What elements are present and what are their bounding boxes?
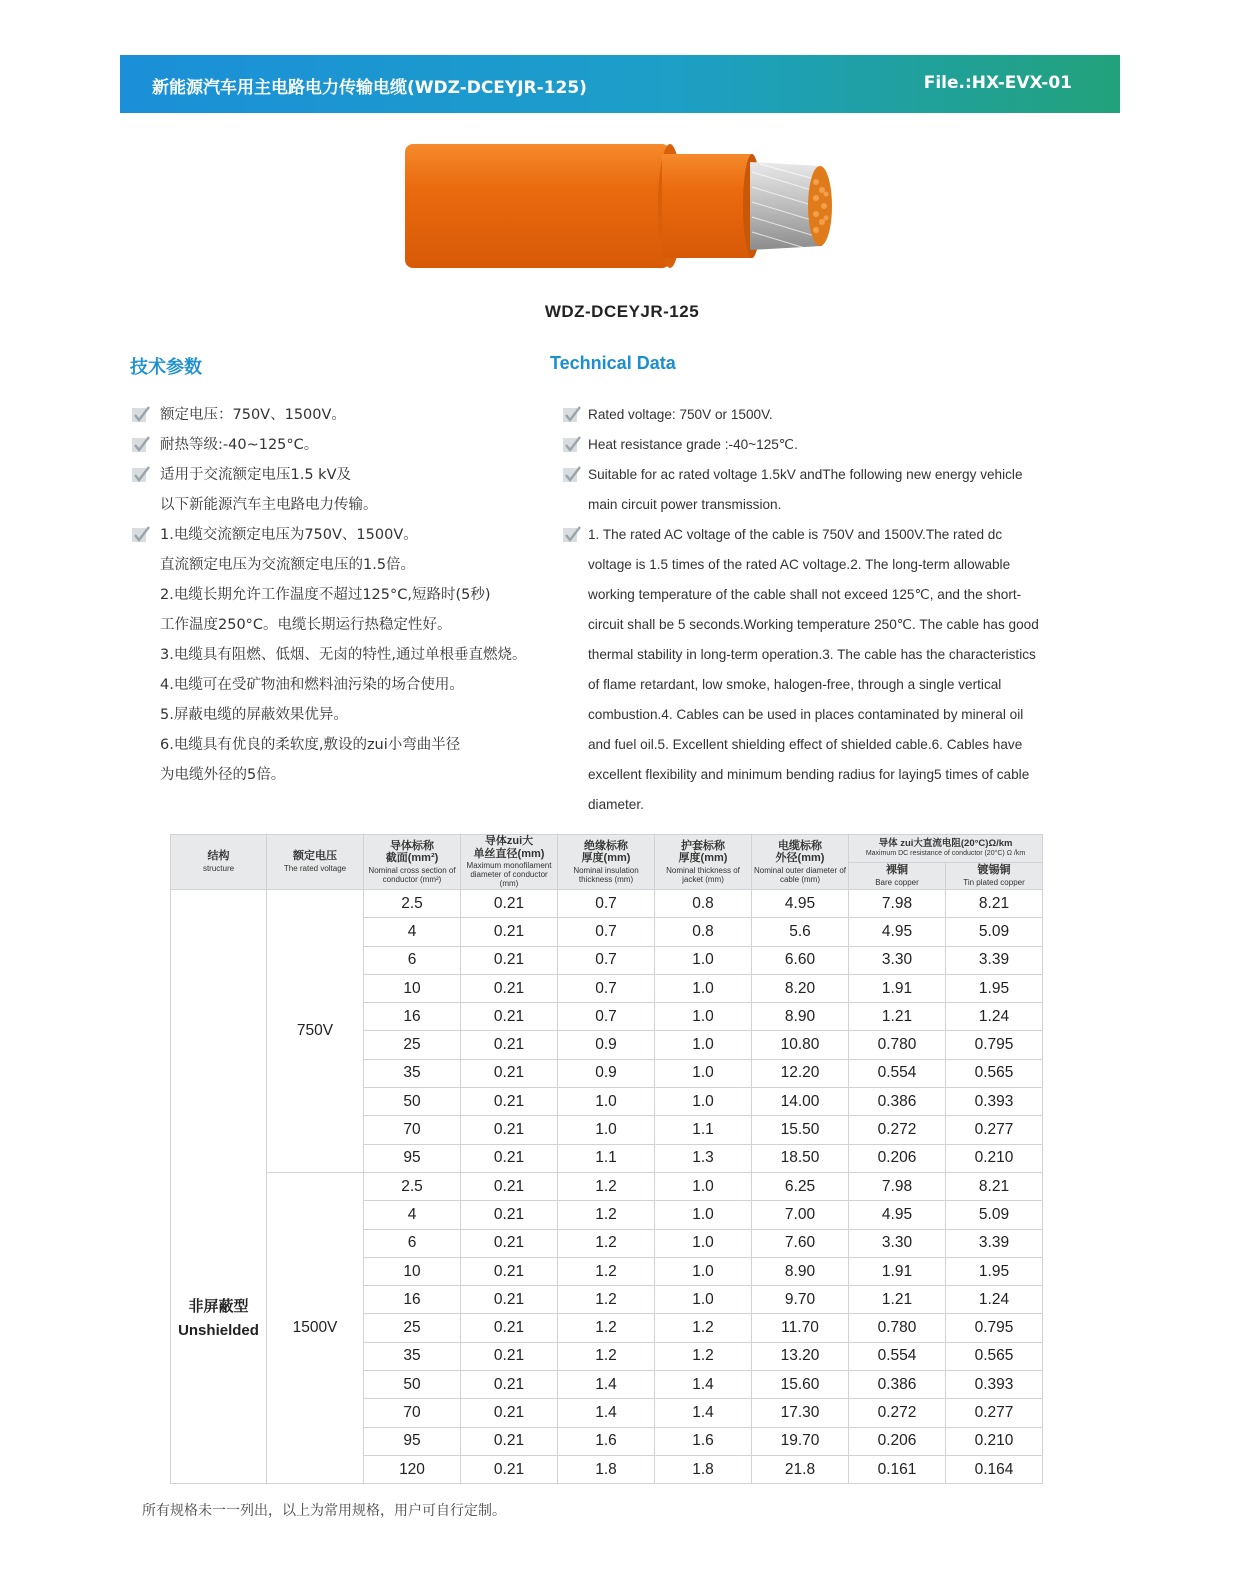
table-cell: 14.00 [752, 1088, 849, 1116]
table-cell: 95 [364, 1144, 461, 1172]
table-cell: 5.09 [946, 1201, 1043, 1229]
table-cell: 3.30 [849, 946, 946, 974]
table-cell: 1.95 [946, 974, 1043, 1002]
table-cell: 0.21 [461, 918, 558, 946]
table-cell: 95 [364, 1427, 461, 1455]
table-cell: 1.0 [655, 1059, 752, 1087]
table-cell: 0.8 [655, 890, 752, 918]
table-cell: 0.7 [558, 918, 655, 946]
table-cell: 1.0 [655, 1003, 752, 1031]
list-item [563, 400, 1103, 430]
table-cell: 3.30 [849, 1229, 946, 1257]
voltage-cell: 750V [267, 890, 364, 1173]
table-cell: 7.60 [752, 1229, 849, 1257]
table-cell: 0.386 [849, 1088, 946, 1116]
table-cell: 1.2 [655, 1342, 752, 1370]
list-item [563, 520, 1103, 550]
table-cell: 8.20 [752, 974, 849, 1002]
table-cell: 4 [364, 1201, 461, 1229]
col-structure: 结构 structure [171, 835, 267, 890]
list-item-text: main circuit power transmission. [588, 497, 782, 512]
table-cell: 1.0 [655, 946, 752, 974]
table-cell: 17.30 [752, 1399, 849, 1427]
table-cell: 0.393 [946, 1088, 1043, 1116]
list-item-text: 以下新能源汽车主电路电力传输。 [160, 497, 378, 513]
table-cell: 0.21 [461, 1144, 558, 1172]
col-jacket: 护套标称 厚度(mm) Nominal thickness of jacket (mm) [655, 835, 752, 890]
table-cell: 0.9 [558, 1031, 655, 1059]
table-cell: 0.21 [461, 1427, 558, 1455]
col-wire-diameter: 导体zui大 单丝直径(mm) Maximum monofilament diameter of conductor (mm) [461, 835, 558, 890]
table-cell: 0.21 [461, 1088, 558, 1116]
table-cell: 1.91 [849, 974, 946, 1002]
table-cell: 5.09 [946, 918, 1043, 946]
table-cell: 0.795 [946, 1314, 1043, 1342]
table-cell: 7.98 [849, 890, 946, 918]
list-item [563, 700, 1103, 730]
tech-params-heading-cn: 技术参数 [130, 357, 202, 378]
list-item [132, 430, 572, 460]
list-item [132, 730, 572, 760]
table-cell: 0.386 [849, 1371, 946, 1399]
list-item-text: 为电缆外径的5倍。 [160, 767, 286, 783]
table-cell: 0.277 [946, 1116, 1043, 1144]
check-icon [563, 406, 581, 424]
table-cell: 0.7 [558, 974, 655, 1002]
list-item [563, 610, 1103, 640]
table-cell: 120 [364, 1455, 461, 1483]
table-cell: 1.24 [946, 1286, 1043, 1314]
table-cell: 2.5 [364, 890, 461, 918]
list-item [132, 670, 572, 700]
list-item [132, 460, 572, 490]
table-cell: 1.0 [655, 974, 752, 1002]
list-item-text: 额定电压：750V、1500V。 [160, 407, 346, 423]
table-cell: 0.21 [461, 1257, 558, 1285]
table-cell: 10 [364, 1257, 461, 1285]
table-cell: 0.210 [946, 1427, 1043, 1455]
table-cell: 1.21 [849, 1003, 946, 1031]
table-cell: 6 [364, 946, 461, 974]
table-cell: 35 [364, 1342, 461, 1370]
list-item-text: combustion.4. Cables can be used in places contaminated by mineral oil [588, 707, 1024, 722]
table-cell: 0.21 [461, 890, 558, 918]
table-cell: 1.2 [558, 1286, 655, 1314]
structure-cell: 非屏蔽型 Unshielded [171, 890, 267, 1484]
tech-data-list-en [563, 400, 1103, 820]
list-item [563, 670, 1103, 700]
table-cell: 1.95 [946, 1257, 1043, 1285]
table-cell: 1.0 [655, 1172, 752, 1200]
list-item [132, 580, 572, 610]
list-item [132, 400, 572, 430]
table-cell: 1.4 [655, 1399, 752, 1427]
list-item-text: thermal stability in long-term operation.3. The cable has the characteristics [588, 647, 1036, 662]
table-row [171, 890, 1043, 918]
list-item-text: 1. The rated AC voltage of the cable is 750V and 1500V.The rated dc [588, 527, 1003, 542]
list-item [563, 430, 1103, 460]
table-cell: 0.21 [461, 1342, 558, 1370]
table-cell: 0.21 [461, 1059, 558, 1087]
table-cell: 0.21 [461, 1201, 558, 1229]
table-cell: 0.21 [461, 1229, 558, 1257]
col-resistance: 导体 zui大直流电阻(20°C)Ω/km Maximum DC resistance of conductor (20°C) Ω /km [849, 835, 1043, 863]
table-cell: 3.39 [946, 1229, 1043, 1257]
list-item [132, 550, 572, 580]
table-cell: 4.95 [849, 1201, 946, 1229]
header-banner [120, 55, 1120, 113]
table-cell: 1.2 [558, 1342, 655, 1370]
table-cell: 0.210 [946, 1144, 1043, 1172]
table-cell: 0.7 [558, 1003, 655, 1031]
list-item-text: and fuel oil.5. Excellent shielding effect of shielded cable.6. Cables have [588, 737, 1023, 752]
list-item-text: 适用于交流额定电压1.5 kV及 [160, 467, 351, 483]
table-cell: 0.21 [461, 1286, 558, 1314]
table-cell: 6.60 [752, 946, 849, 974]
table-cell: 1.24 [946, 1003, 1043, 1031]
table-cell: 0.8 [655, 918, 752, 946]
table-cell: 1.4 [558, 1399, 655, 1427]
list-item [563, 550, 1103, 580]
table-cell: 0.21 [461, 1314, 558, 1342]
table-cell: 0.565 [946, 1342, 1043, 1370]
list-item [132, 520, 572, 550]
table-cell: 1.6 [558, 1427, 655, 1455]
table-cell: 0.277 [946, 1399, 1043, 1427]
list-item-text: Rated voltage: 750V or 1500V. [588, 407, 773, 422]
table-cell: 0.554 [849, 1059, 946, 1087]
table-cell: 1.2 [558, 1172, 655, 1200]
table-cell: 7.98 [849, 1172, 946, 1200]
list-item [132, 760, 572, 790]
table-cell: 1.0 [655, 1257, 752, 1285]
list-item [132, 640, 572, 670]
tech-data-heading-en: Technical Data [550, 353, 676, 373]
table-cell: 0.21 [461, 1003, 558, 1031]
list-item-text: 直流额定电压为交流额定电压的1.5倍。 [160, 557, 416, 573]
check-icon [563, 436, 581, 454]
voltage-cell: 1500V [267, 1172, 364, 1483]
insulation-layer [662, 154, 752, 258]
table-cell: 0.21 [461, 974, 558, 1002]
tech-params-list-cn [132, 400, 572, 790]
table-cell: 8.90 [752, 1257, 849, 1285]
col-voltage: 额定电压 The rated voltage [267, 835, 364, 890]
table-cell: 0.393 [946, 1371, 1043, 1399]
list-item-text: 6.电缆具有优良的柔软度,敷设的zui小弯曲半径 [160, 737, 461, 753]
table-cell: 1.6 [655, 1427, 752, 1455]
list-item-text: 4.电缆可在受矿物油和燃料油污染的场合使用。 [160, 677, 464, 693]
col-outer-diameter: 电缆标称 外径(mm) Nominal outer diameter of cable (mm) [752, 835, 849, 890]
table-cell: 5.6 [752, 918, 849, 946]
table-cell: 0.9 [558, 1059, 655, 1087]
table-cell: 0.7 [558, 890, 655, 918]
table-cell: 1.0 [558, 1088, 655, 1116]
table-cell: 9.70 [752, 1286, 849, 1314]
list-item [132, 610, 572, 640]
table-cell: 0.565 [946, 1059, 1043, 1087]
table-cell: 0.780 [849, 1314, 946, 1342]
table-cell: 0.7 [558, 946, 655, 974]
table-cell: 6.25 [752, 1172, 849, 1200]
table-cell: 1.1 [558, 1144, 655, 1172]
table-cell: 18.50 [752, 1144, 849, 1172]
table-cell: 1.2 [558, 1314, 655, 1342]
table-cell: 15.50 [752, 1116, 849, 1144]
spec-table [170, 834, 1043, 1484]
list-item [563, 460, 1103, 490]
check-icon [132, 436, 150, 454]
check-icon [563, 526, 581, 544]
model-caption: WDZ-DCEYJR-125 [544, 302, 700, 321]
table-cell: 0.21 [461, 1399, 558, 1427]
table-cell: 2.5 [364, 1172, 461, 1200]
list-item-text: 3.电缆具有阻燃、低烟、无卤的特性,通过单根垂直燃烧。 [160, 647, 527, 663]
table-cell: 7.00 [752, 1201, 849, 1229]
table-cell: 1.0 [655, 1031, 752, 1059]
check-icon [132, 466, 150, 484]
table-cell: 70 [364, 1399, 461, 1427]
table-cell: 0.161 [849, 1455, 946, 1483]
table-cell: 16 [364, 1003, 461, 1031]
table-cell: 1.0 [655, 1201, 752, 1229]
table-cell: 70 [364, 1116, 461, 1144]
table-cell: 1.3 [655, 1144, 752, 1172]
table-cell: 1.2 [558, 1229, 655, 1257]
list-item [132, 490, 572, 520]
list-item [563, 580, 1103, 610]
table-cell: 19.70 [752, 1427, 849, 1455]
table-cell: 11.70 [752, 1314, 849, 1342]
list-item [132, 700, 572, 730]
list-item-text: Heat resistance grade :-40~125℃. [588, 437, 798, 452]
table-cell: 25 [364, 1031, 461, 1059]
table-cell: 16 [364, 1286, 461, 1314]
table-cell: 1.8 [655, 1455, 752, 1483]
table-cell: 35 [364, 1059, 461, 1087]
table-cell: 1.91 [849, 1257, 946, 1285]
table-cell: 0.21 [461, 1371, 558, 1399]
table-cell: 0.21 [461, 1031, 558, 1059]
list-item-text: Suitable for ac rated voltage 1.5kV andThe following new energy vehicle [588, 467, 1023, 482]
table-cell: 0.554 [849, 1342, 946, 1370]
outer-jacket [405, 144, 670, 268]
table-cell: 4.95 [849, 918, 946, 946]
list-item [563, 760, 1103, 790]
list-item-text: 2.电缆长期允许工作温度不超过125°C,短路时(5秒) [160, 587, 491, 603]
col-section: 导体标称 截面(mm²) Nominal cross section of conductor (mm²) [364, 835, 461, 890]
table-cell: 0.21 [461, 1116, 558, 1144]
table-cell: 0.272 [849, 1116, 946, 1144]
table-cell: 1.4 [558, 1371, 655, 1399]
table-cell: 1.8 [558, 1455, 655, 1483]
table-cell: 25 [364, 1314, 461, 1342]
col-tin-copper: 镀锡铜 Tin plated copper [946, 862, 1043, 890]
table-cell: 12.20 [752, 1059, 849, 1087]
table-cell: 1.0 [655, 1229, 752, 1257]
table-cell: 0.780 [849, 1031, 946, 1059]
table-cell: 0.272 [849, 1399, 946, 1427]
list-item [563, 730, 1103, 760]
list-item-text: 工作温度250°C。电缆长期运行热稳定性好。 [160, 617, 452, 633]
table-cell: 1.2 [558, 1201, 655, 1229]
list-item [563, 490, 1103, 520]
table-cell: 1.21 [849, 1286, 946, 1314]
list-item [563, 640, 1103, 670]
list-item [563, 790, 1103, 820]
table-cell: 50 [364, 1371, 461, 1399]
table-cell: 10 [364, 974, 461, 1002]
table-cell: 0.206 [849, 1144, 946, 1172]
table-cell: 50 [364, 1088, 461, 1116]
list-item-text: 5.屏蔽电缆的屏蔽效果优异。 [160, 707, 348, 723]
table-cell: 13.20 [752, 1342, 849, 1370]
footnote: 所有规格未一一列出，以上为常用规格，用户可自行定制。 [142, 1503, 506, 1519]
table-cell: 1.0 [655, 1088, 752, 1116]
table-cell: 0.795 [946, 1031, 1043, 1059]
table-cell: 21.8 [752, 1455, 849, 1483]
list-item-text: diameter. [588, 797, 644, 812]
check-icon [132, 406, 150, 424]
table-cell: 10.80 [752, 1031, 849, 1059]
list-item-text: 1.电缆交流额定电压为750V、1500V。 [160, 527, 418, 543]
col-insulation: 绝缘标称 厚度(mm) Nominal insulation thickness (mm) [558, 835, 655, 890]
table-cell: 1.1 [655, 1116, 752, 1144]
table-cell: 0.21 [461, 1172, 558, 1200]
list-item-text: excellent flexibility and minimum bending radius for laying5 times of cable [588, 767, 1030, 782]
list-item-text: 耐热等级:-40~125°C。 [160, 437, 319, 453]
col-bare-copper: 裸铜 Bare copper [849, 862, 946, 890]
table-cell: 15.60 [752, 1371, 849, 1399]
table-cell: 4.95 [752, 890, 849, 918]
table-cell: 1.0 [655, 1286, 752, 1314]
table-cell: 0.21 [461, 1455, 558, 1483]
file-number: File.:HX-EVX-01 [923, 73, 1072, 93]
table-cell: 8.21 [946, 890, 1043, 918]
document-title: 新能源汽车用主电路电力传输电缆(WDZ-DCEYJR-125) [152, 78, 587, 98]
table-cell: 1.2 [655, 1314, 752, 1342]
table-cell: 0.164 [946, 1455, 1043, 1483]
table-cell: 1.0 [558, 1116, 655, 1144]
table-cell: 8.90 [752, 1003, 849, 1031]
table-cell: 0.206 [849, 1427, 946, 1455]
table-cell: 0.21 [461, 946, 558, 974]
table-cell: 1.2 [558, 1257, 655, 1285]
check-icon [563, 466, 581, 484]
table-cell: 6 [364, 1229, 461, 1257]
table-cell: 8.21 [946, 1172, 1043, 1200]
conductor-end [808, 166, 832, 246]
table-cell: 1.4 [655, 1371, 752, 1399]
list-item-text: voltage is 1.5 times of the rated AC voltage.2. The long-term allowable [588, 557, 1011, 572]
list-item-text: working temperature of the cable shall not exceed 125℃, and the short- [588, 587, 1022, 602]
table-row [171, 1172, 1043, 1200]
list-item-text: of flame retardant, low smoke, halogen-free, through a single vertical [588, 677, 1002, 692]
table-cell: 4 [364, 918, 461, 946]
cable-illustration [400, 142, 860, 274]
list-item-text: circuit shall be 5 seconds.Working temperature 250℃. The cable has good [588, 617, 1039, 632]
table-cell: 3.39 [946, 946, 1043, 974]
check-icon [132, 526, 150, 544]
